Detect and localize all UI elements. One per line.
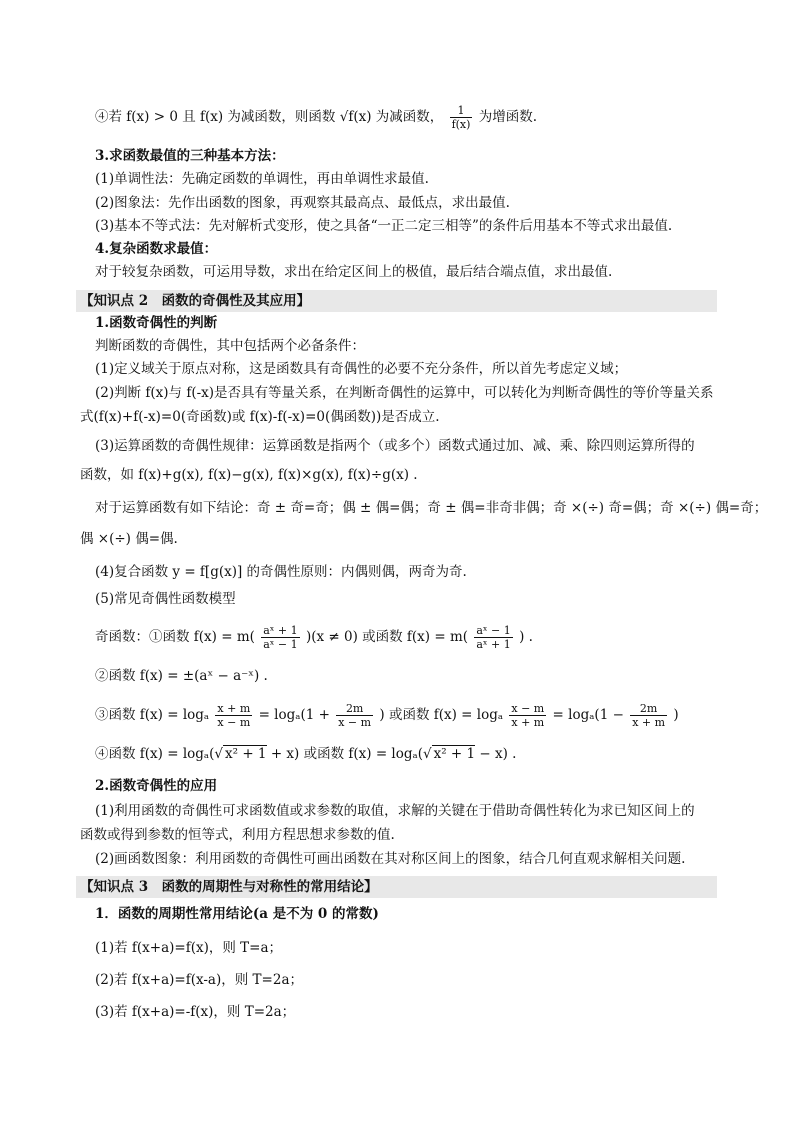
sqrt-radicand: x² + 1 (225, 746, 267, 762)
fraction-denominator: x − m (338, 716, 372, 729)
line-text: = logₐ(1 − (552, 707, 624, 723)
section-heading-complex-extrema: 4.复杂函数求最值： (95, 241, 218, 257)
fraction-denominator: x + m (511, 716, 545, 729)
paragraph: (1)单调性法：先确定函数的单调性，再由单调性求最值. (95, 171, 429, 187)
fraction-denominator: x − m (217, 716, 251, 729)
fraction (215, 702, 252, 729)
odd-function-model-2: ②函数 f(x) = ±(aˣ − a⁻ˣ) . (95, 668, 268, 684)
odd-function-model-4 (95, 745, 516, 763)
fraction (336, 702, 373, 729)
fraction (630, 702, 667, 729)
fraction-numerator: aˣ − 1 (476, 624, 511, 637)
paragraph: (3)基本不等式法：先对解析式变形，使之具备“一正二定三相等”的条件后用基本不等式求出最值. (95, 218, 673, 234)
fraction-denominator: f(x) (451, 118, 471, 131)
fraction (450, 104, 473, 131)
paragraph: 式(f(x)+f(-x)=0(奇函数)或 f(x)-f(-x)=0(偶函数))是否成立. (80, 409, 440, 425)
fraction (261, 624, 299, 651)
line-text: ④函数 f(x) = logₐ( (95, 746, 215, 762)
paragraph: (1)利用函数的奇偶性可求函数值或求参数的取值，求解的关键在于借助奇偶性转化为求已知区间上的 (95, 803, 695, 819)
paragraph: (3)运算函数的奇偶性规律：运算函数是指两个（或多个）函数式通过加、减、乘、除四则运算所得的 (95, 438, 695, 454)
paragraph: (2)若 f(x+a)=f(x-a)，则 T=2a； (95, 972, 303, 988)
fraction-numerator: 2m (336, 702, 373, 716)
line-text: )(x ≠ 0) 或函数 f(x) = m( (305, 629, 469, 645)
odd-function-model-1 (95, 624, 533, 651)
paragraph: (4)复合函数 y = f[g(x)] 的奇偶性原则：内偶则偶，两奇为奇. (95, 564, 467, 580)
line-text: ) . (519, 629, 533, 645)
fraction (474, 624, 512, 651)
rule-4-decreasing (95, 104, 537, 131)
knowledge-point-2-header: 【知识点 2 函数的奇偶性及其应用】 (76, 290, 717, 312)
paragraph: (2)画函数图象：利用函数的奇偶性可画出函数在其对称区间上的图象，结合几何直观求解相关问题. (95, 851, 686, 867)
fraction (509, 702, 546, 729)
section-heading-periodicity: 1．函数的周期性常用结论(a 是不为 0 的常数) (95, 906, 379, 922)
line-text: ③函数 f(x) = logₐ (95, 707, 210, 723)
line-text: − x) . (479, 746, 517, 762)
sqrt-radicand: x² + 1 (433, 746, 476, 762)
fraction-denominator: x + m (632, 716, 666, 729)
knowledge-point-3-header: 【知识点 3 函数的周期性与对称性的常用结论】 (76, 876, 717, 898)
paragraph: 偶 ×(÷) 偶=偶. (80, 531, 178, 547)
paragraph: (1)定义域关于原点对称，这是函数具有奇偶性的必要不充分条件，所以首先考虑定义域； (95, 361, 628, 377)
fraction-numerator: x − m (511, 702, 545, 715)
fraction-numerator: aˣ + 1 (263, 624, 298, 637)
sqrt-sign: √ (214, 746, 223, 762)
paragraph: 判断函数的奇偶性，其中包括两个必备条件： (95, 338, 365, 354)
line-text: = logₐ(1 + (258, 707, 330, 723)
line-text: 为增函数. (478, 109, 538, 125)
section-heading-parity-application: 2.函数奇偶性的应用 (95, 778, 218, 794)
paragraph: 函数，如 f(x)+g(x), f(x)−g(x), f(x)×g(x), f(x)÷g(x) . (80, 467, 418, 483)
section-heading-extrema-methods: 3.求函数最值的三种基本方法： (95, 148, 285, 164)
paragraph: (5)常见奇偶性函数模型 (95, 591, 236, 607)
line-text: ) 或函数 f(x) = logₐ (379, 707, 504, 723)
sqrt-sign: √ (422, 746, 432, 762)
section-heading-parity-judgement: 1.函数奇偶性的判断 (95, 315, 218, 331)
paragraph: (2)图象法：先作出函数的图象，再观察其最高点、最低点，求出最值. (95, 195, 510, 211)
paragraph: (1)若 f(x+a)=f(x)，则 T=a； (95, 940, 283, 956)
fraction-numerator: x + m (217, 702, 251, 715)
paragraph: 对于较复杂函数，可运用导数，求出在给定区间上的极值，最后结合端点值，求出最值. (95, 264, 613, 280)
fraction-denominator: aˣ + 1 (476, 638, 511, 651)
line-text: ④若 f(x) > 0 且 f(x) 为减函数，则函数 √f(x) 为减函数， (95, 109, 444, 125)
paragraph: 对于运算函数有如下结论：奇 ± 奇=奇；偶 ± 偶=偶；奇 ± 偶=非奇非偶；奇 ×(÷) 奇=偶；奇 ×(÷) 偶=奇； (95, 500, 768, 516)
fraction-numerator: 2m (630, 702, 667, 716)
line-text: + x) 或函数 f(x) = logₐ( (270, 746, 423, 762)
paragraph: (3)若 f(x+a)=-f(x)，则 T=2a； (95, 1004, 296, 1020)
line-text: 奇函数：①函数 f(x) = m( (95, 629, 255, 645)
fraction-numerator: 1 (450, 104, 473, 118)
paragraph: (2)判断 f(x)与 f(-x)是否具有等量关系，在判断奇偶性的运算中，可以转化为判断奇偶性的等价等量关系 (95, 385, 714, 401)
fraction-denominator: aˣ − 1 (263, 638, 298, 651)
line-text: ) (673, 707, 679, 723)
paragraph: 函数或得到参数的恒等式，利用方程思想求参数的值. (80, 827, 395, 843)
odd-function-model-3 (95, 702, 679, 729)
